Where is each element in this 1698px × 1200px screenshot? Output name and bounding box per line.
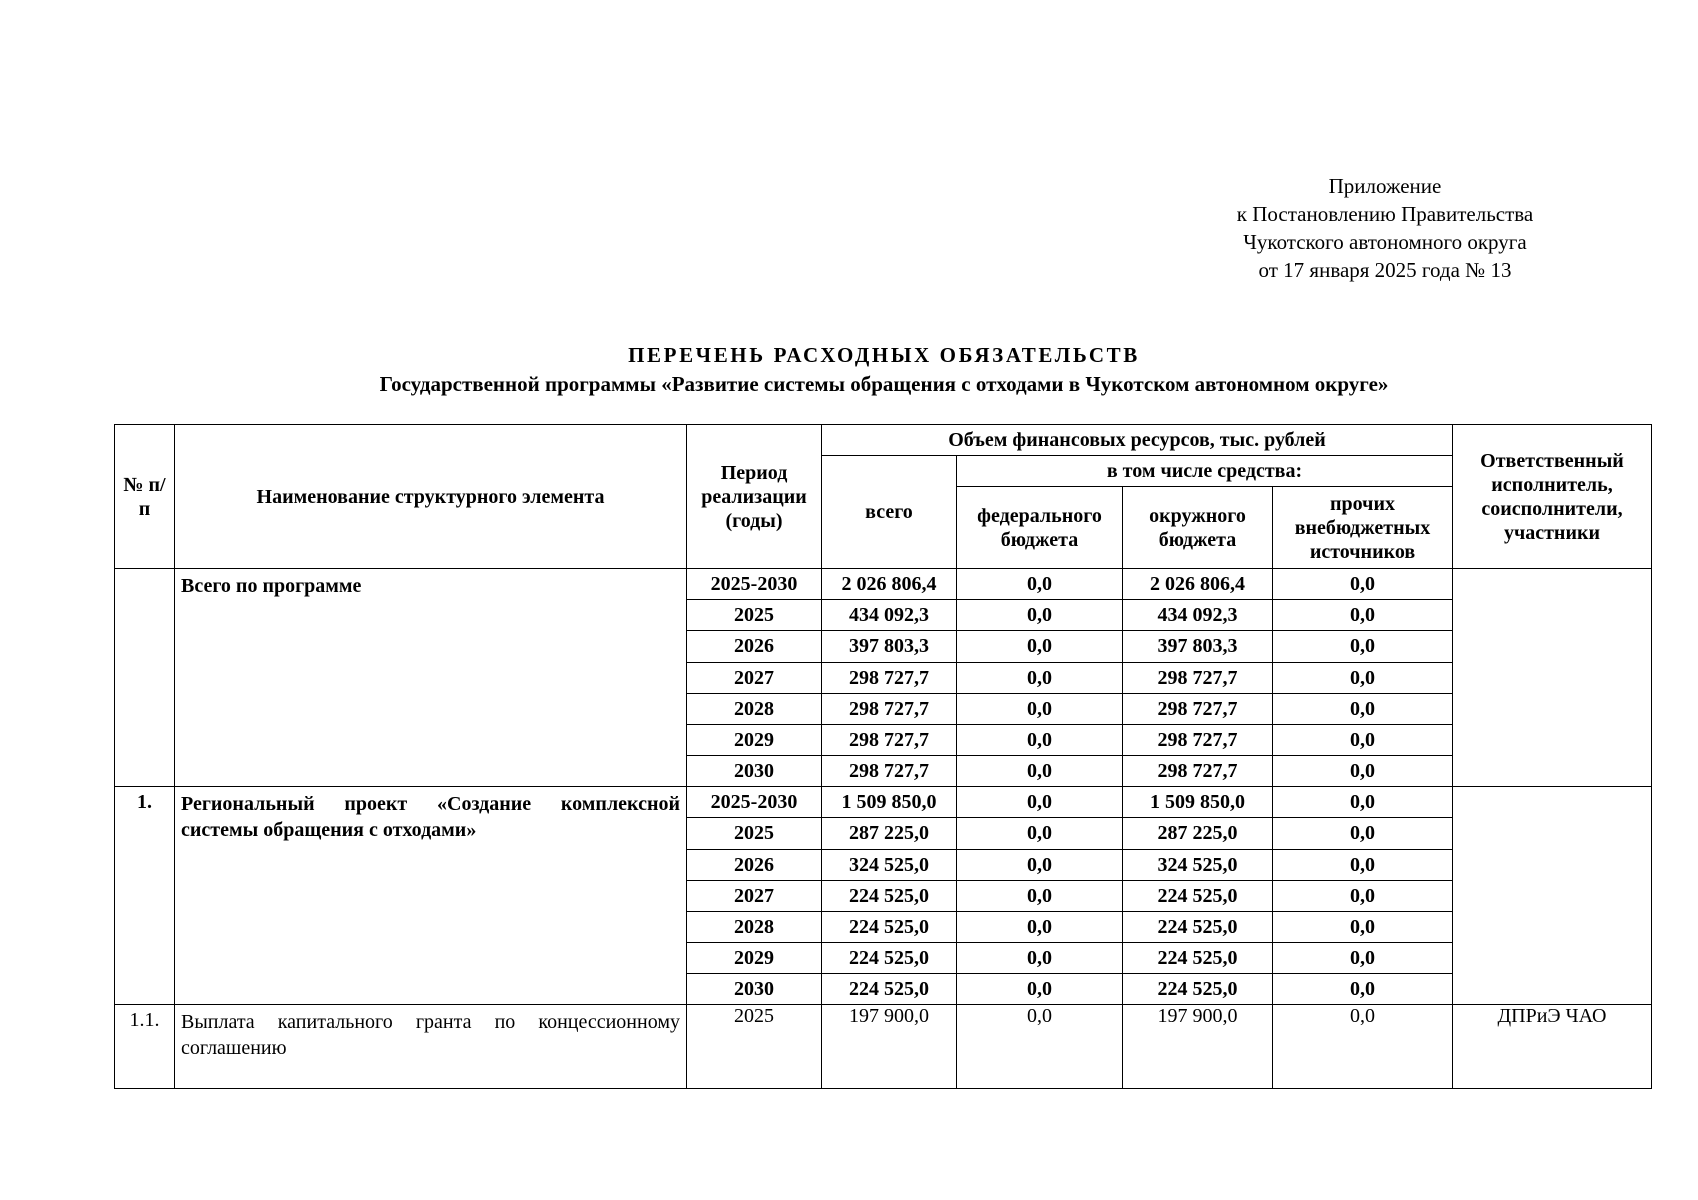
row-name: Региональный проект «Создание комплексной системы обращения с отходами»	[175, 787, 687, 1005]
appendix-line: Чукотского автономного округа	[1243, 230, 1527, 254]
header-total: всего	[822, 456, 957, 569]
cell-other: 0,0	[1273, 849, 1453, 880]
cell-period: 2028	[687, 693, 822, 724]
cell-federal: 0,0	[957, 693, 1123, 724]
cell-total: 224 525,0	[822, 974, 957, 1005]
cell-other: 0,0	[1273, 756, 1453, 787]
cell-period: 2027	[687, 662, 822, 693]
header-name: Наименование структурного элемента	[175, 425, 687, 569]
cell-total: 1 509 850,0	[822, 787, 957, 818]
cell-district: 287 225,0	[1123, 818, 1273, 849]
cell-federal: 0,0	[957, 756, 1123, 787]
cell-period: 2028	[687, 911, 822, 942]
cell-period: 2026	[687, 849, 822, 880]
cell-district: 298 727,7	[1123, 662, 1273, 693]
cell-federal: 0,0	[957, 1005, 1123, 1089]
header-including: в том числе средства:	[957, 456, 1453, 487]
cell-district: 298 727,7	[1123, 724, 1273, 755]
cell-total: 224 525,0	[822, 880, 957, 911]
cell-district: 197 900,0	[1123, 1005, 1273, 1089]
cell-district: 224 525,0	[1123, 943, 1273, 974]
cell-total: 298 727,7	[822, 693, 957, 724]
table-row	[115, 1005, 1652, 1089]
cell-total: 224 525,0	[822, 911, 957, 942]
cell-other: 0,0	[1273, 600, 1453, 631]
cell-period: 2030	[687, 756, 822, 787]
cell-other: 0,0	[1273, 662, 1453, 693]
cell-total: 287 225,0	[822, 818, 957, 849]
cell-district: 224 525,0	[1123, 974, 1273, 1005]
cell-other: 0,0	[1273, 1005, 1453, 1089]
cell-period: 2030	[687, 974, 822, 1005]
cell-other: 0,0	[1273, 911, 1453, 942]
cell-period: 2025	[687, 600, 822, 631]
document-title: ПЕРЕЧЕНЬ РАСХОДНЫХ ОБЯЗАТЕЛЬСТВ	[628, 343, 1140, 367]
appendix-line: к Постановлению Правительства	[1236, 202, 1534, 226]
cell-district: 298 727,7	[1123, 756, 1273, 787]
cell-period: 2027	[687, 880, 822, 911]
cell-other: 0,0	[1273, 631, 1453, 662]
cell-period: 2029	[687, 943, 822, 974]
cell-period: 2025	[687, 1005, 822, 1089]
cell-period: 2026	[687, 631, 822, 662]
cell-federal: 0,0	[957, 569, 1123, 600]
table-row	[115, 787, 1652, 818]
cell-other: 0,0	[1273, 974, 1453, 1005]
cell-period: 2025-2030	[687, 787, 822, 818]
expenditure-table	[114, 424, 1652, 1089]
cell-other: 0,0	[1273, 787, 1453, 818]
cell-total: 324 525,0	[822, 849, 957, 880]
cell-other: 0,0	[1273, 818, 1453, 849]
cell-total: 434 092,3	[822, 600, 957, 631]
cell-federal: 0,0	[957, 818, 1123, 849]
cell-total: 397 803,3	[822, 631, 957, 662]
cell-other: 0,0	[1273, 569, 1453, 600]
header-other: прочих внебюджетных источников	[1273, 487, 1453, 569]
row-name: Всего по программе	[175, 569, 687, 787]
row-num: 1.1.	[115, 1005, 175, 1089]
appendix-line: Приложение	[1328, 174, 1442, 198]
header-period: Период реализации (годы)	[687, 425, 822, 569]
cell-total: 197 900,0	[822, 1005, 957, 1089]
document-subtitle: Государственной программы «Развитие системы обращения с отходами в Чукотском автономном округе»	[379, 372, 1389, 396]
header-volume: Объем финансовых ресурсов, тыс. рублей	[822, 425, 1453, 456]
cell-district: 434 092,3	[1123, 600, 1273, 631]
cell-responsible	[1453, 569, 1652, 787]
cell-district: 2 026 806,4	[1123, 569, 1273, 600]
cell-period: 2025	[687, 818, 822, 849]
cell-federal: 0,0	[957, 849, 1123, 880]
cell-federal: 0,0	[957, 724, 1123, 755]
cell-federal: 0,0	[957, 943, 1123, 974]
header-district: окружного бюджета	[1123, 487, 1273, 569]
table-row	[115, 569, 1652, 600]
cell-period: 2025-2030	[687, 569, 822, 600]
appendix-line: от 17 января 2025 года № 13	[1258, 258, 1512, 282]
header-responsible: Ответственный исполнитель, соисполнители, участники	[1453, 425, 1652, 569]
cell-federal: 0,0	[957, 911, 1123, 942]
cell-district: 298 727,7	[1123, 693, 1273, 724]
cell-total: 298 727,7	[822, 756, 957, 787]
header-num: № п/п	[115, 425, 175, 569]
cell-total: 298 727,7	[822, 662, 957, 693]
cell-federal: 0,0	[957, 974, 1123, 1005]
header-federal: федерального бюджета	[957, 487, 1123, 569]
cell-other: 0,0	[1273, 693, 1453, 724]
cell-district: 224 525,0	[1123, 880, 1273, 911]
cell-responsible	[1453, 787, 1652, 1005]
cell-district: 1 509 850,0	[1123, 787, 1273, 818]
cell-other: 0,0	[1273, 880, 1453, 911]
cell-responsible: ДПРиЭ ЧАО	[1453, 1005, 1652, 1089]
cell-federal: 0,0	[957, 631, 1123, 662]
cell-other: 0,0	[1273, 943, 1453, 974]
appendix-block	[1200, 172, 1570, 284]
cell-district: 397 803,3	[1123, 631, 1273, 662]
cell-period: 2029	[687, 724, 822, 755]
cell-total: 298 727,7	[822, 724, 957, 755]
cell-total: 2 026 806,4	[822, 569, 957, 600]
cell-federal: 0,0	[957, 787, 1123, 818]
row-num: 1.	[115, 787, 175, 1005]
row-name: Выплата капитального гранта по концессионному соглашению	[175, 1005, 687, 1089]
cell-federal: 0,0	[957, 662, 1123, 693]
cell-federal: 0,0	[957, 880, 1123, 911]
cell-district: 324 525,0	[1123, 849, 1273, 880]
row-num	[115, 569, 175, 787]
cell-total: 224 525,0	[822, 943, 957, 974]
cell-federal: 0,0	[957, 600, 1123, 631]
cell-other: 0,0	[1273, 724, 1453, 755]
cell-district: 224 525,0	[1123, 911, 1273, 942]
